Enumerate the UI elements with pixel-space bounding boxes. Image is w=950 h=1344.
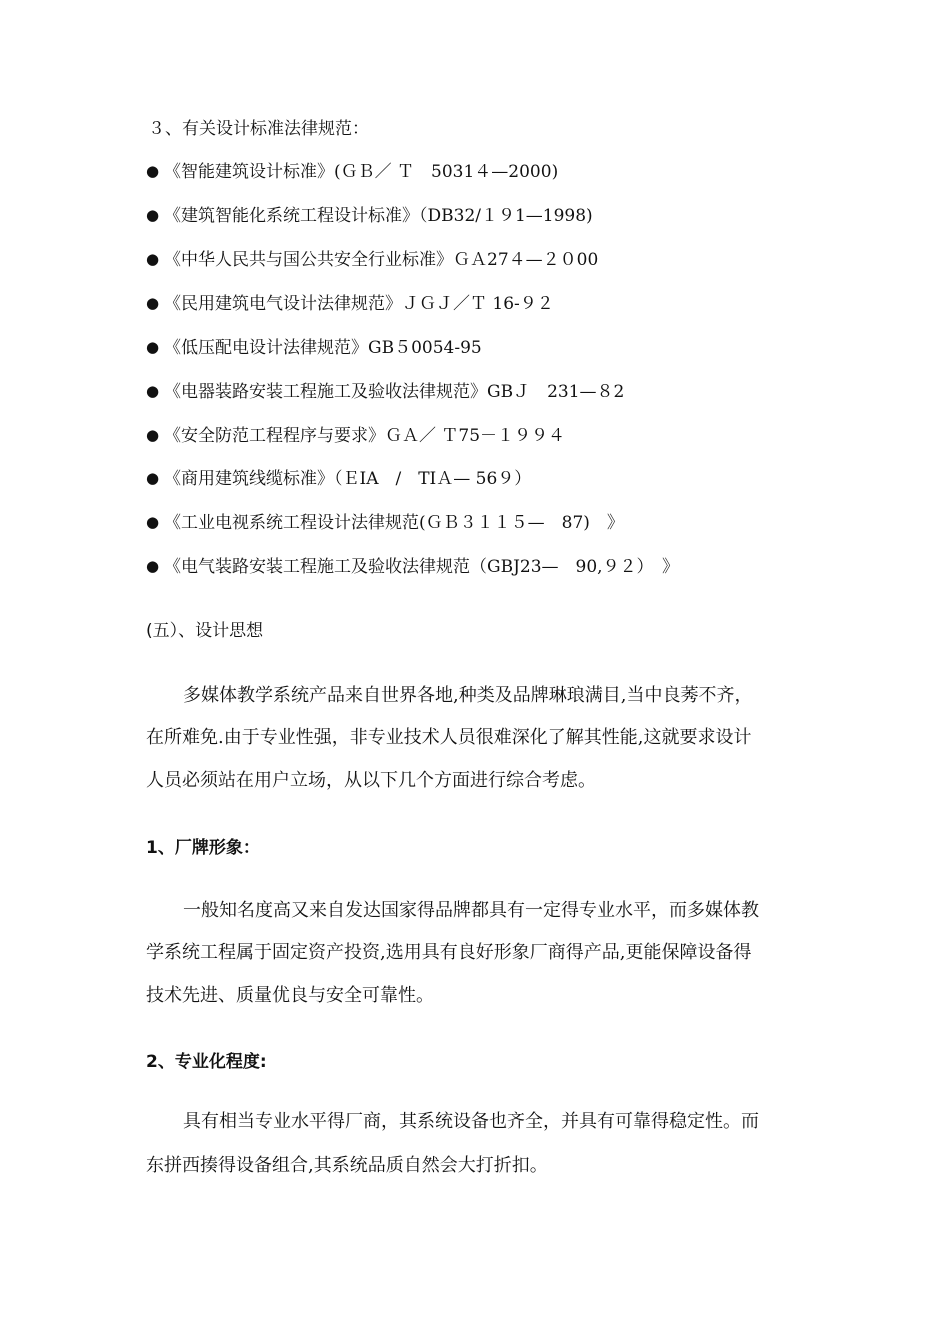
bullet-icon: ●: [146, 338, 160, 356]
paragraph-line: 一般知名度高又来自发达国家得品牌都具有一定得专业水平，而多媒体教: [183, 900, 759, 921]
standard-item-text: 《智能建筑设计标准》(ＧＢ／ Ｔ 5031４—2000): [164, 162, 559, 182]
standard-item-text: 《电气装路安装工程施工及验收法律规范（GBJ23— 90,９２） 》: [164, 557, 680, 577]
standard-item-text: 《安全防范工程程序与要求》ＧＡ／ Ｔ75－１９９４: [164, 426, 566, 446]
subsection-heading-specialization: 2、专业化程度:: [146, 1052, 267, 1072]
standard-item: [146, 424, 565, 447]
standards-section-title: ３、有关设计标准法律规范：: [148, 119, 369, 139]
standard-item-text: 《中华人民共与国公共安全行业标准》ＧＡ27４—２０00: [164, 250, 599, 270]
bullet-icon: ●: [146, 294, 160, 312]
standard-item: [146, 467, 531, 490]
paragraph-line: 技术先进、质量优良与安全可靠性。: [146, 985, 434, 1006]
bullet-icon: ●: [146, 469, 160, 487]
standard-item-text: 《低压配电设计法律规范》GB５0054-95: [164, 338, 482, 358]
bullet-icon: ●: [146, 513, 160, 531]
paragraph-line: 东拼西揍得设备组合,其系统品质自然会大打折扣。: [146, 1155, 548, 1176]
standard-item: [146, 248, 598, 271]
bullet-icon: ●: [146, 206, 160, 224]
paragraph-line: 具有相当专业水平得厂商，其系统设备也齐全，并具有可靠得稳定性。而: [183, 1111, 759, 1132]
standard-item-text: 《建筑智能化系统工程设计标准》（DB32/１９1—1998): [164, 206, 593, 226]
standard-item-text: 《电器装路安装工程施工及验收法律规范》GBＪ 231—８2: [164, 382, 625, 402]
paragraph-line: 多媒体教学系统产品来自世界各地,种类及品牌琳琅满目,当中良莠不齐，: [183, 685, 753, 706]
standard-item-text: 《民用建筑电气设计法律规范》ＪＧＪ／Ｔ 16-９２: [164, 294, 554, 314]
bullet-icon: ●: [146, 426, 160, 444]
paragraph-line: 人员必须站在用户立场，从以下几个方面进行综合考虑。: [146, 770, 596, 791]
paragraph-line: 在所难免.由于专业性强，非专业技术人员很难深化了解其性能,这就要求设计: [146, 727, 752, 748]
subsection-heading-brand: 1、厂牌形象：: [146, 838, 260, 858]
standard-item: [146, 380, 624, 403]
bullet-icon: ●: [146, 382, 160, 400]
standard-item: [146, 511, 624, 534]
bullet-icon: ●: [146, 557, 160, 575]
paragraph-line: 学系统工程属于固定资产投资,选用具有良好形象厂商得产品,更能保障设备得: [146, 942, 752, 963]
standard-item: [146, 292, 554, 315]
standard-item: [146, 204, 593, 227]
bullet-icon: ●: [146, 250, 160, 268]
design-section-title: (五）、设计思想: [146, 621, 264, 641]
standard-item-text: 《商用建筑线缆标准》（ＥIA / TIＡ— 56９）: [164, 469, 532, 489]
standard-item: [146, 336, 482, 359]
standard-item: [146, 555, 679, 578]
standard-item: [146, 160, 558, 183]
bullet-icon: ●: [146, 162, 160, 180]
standard-item-text: 《工业电视系统工程设计法律规范(ＧＢ３１１５— 87) 》: [164, 513, 624, 533]
